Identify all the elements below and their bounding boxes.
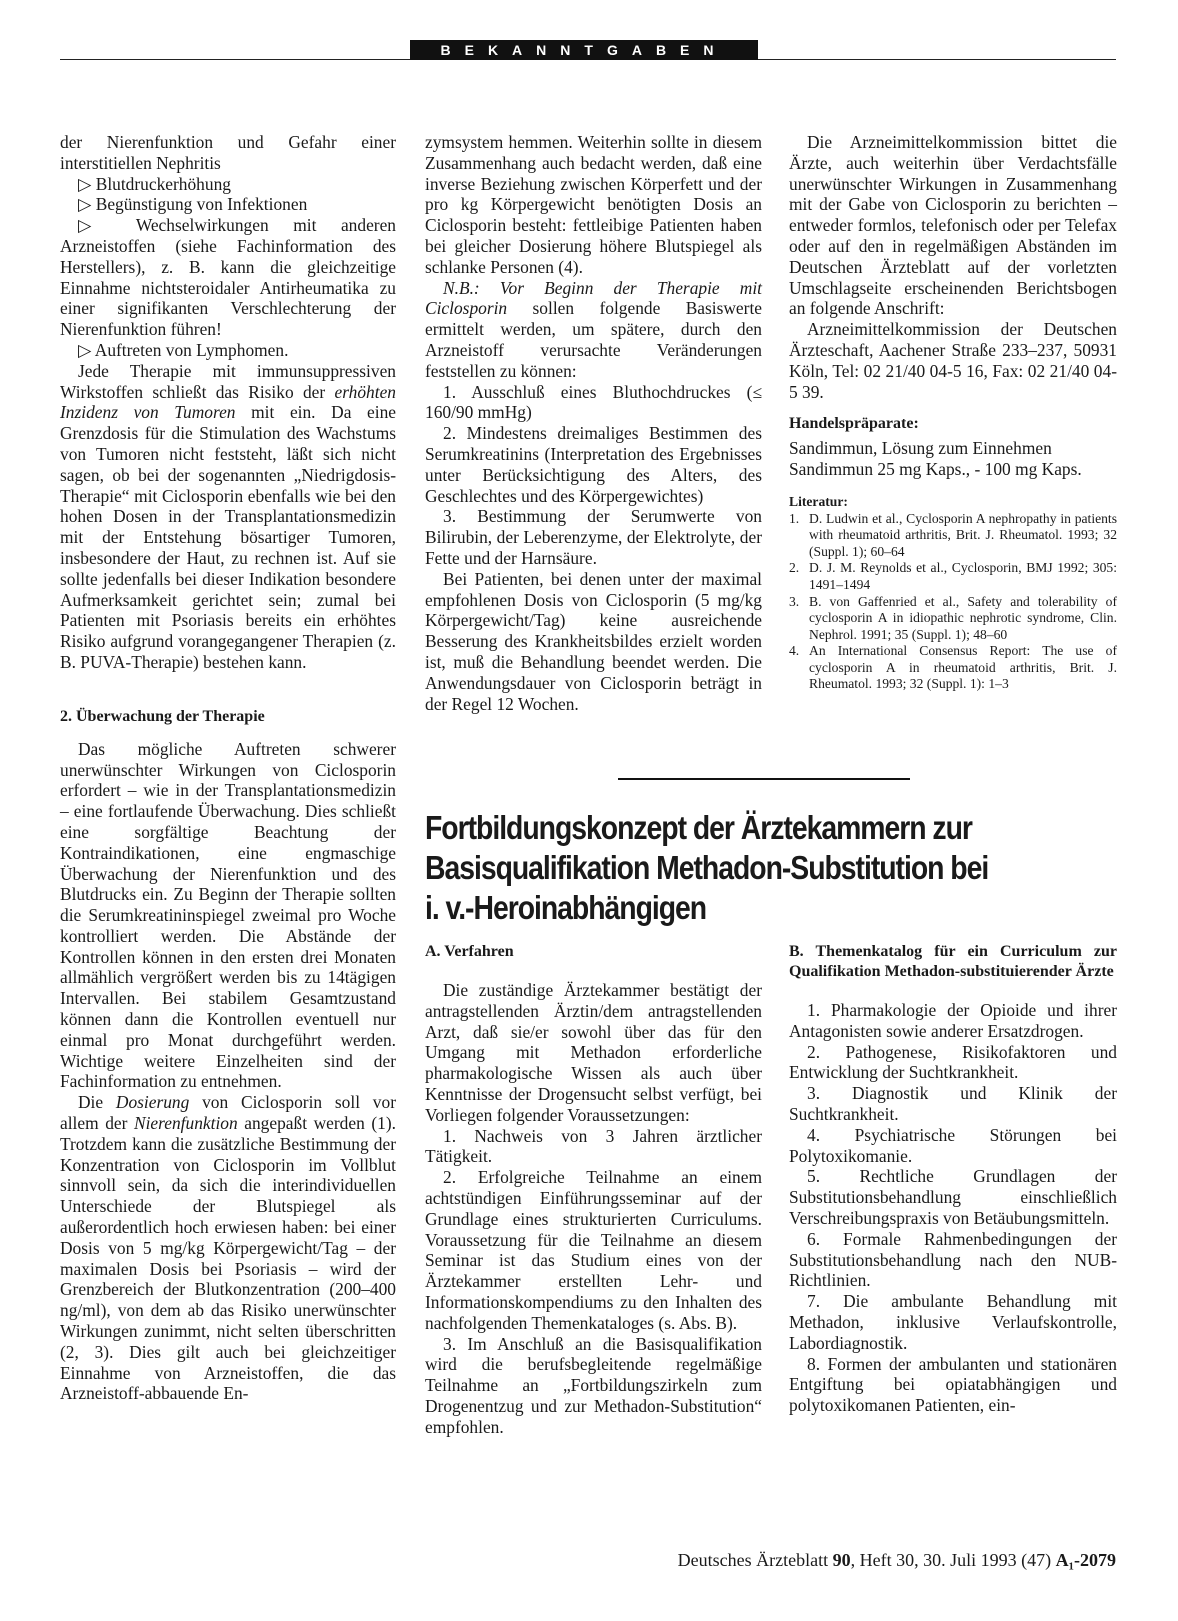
paragraph: Das mögliche Auftreten schwerer unerwünschter Wirkungen von Ciclosporin erfordert – wie in der Transplantationsmedizin – eine fortlaufende Überwachung. Dies schließt eine sorgfältige Beachtung der Kontraindikationen, eine engmaschige Überwachung der Nierenfunktion und des Blutdrucks ein. Zu Beginn der Therapie sollten die Serumkreatininspiegel zweimal pro Woche kontrolliert werden. Die Abstände der Kontrollen können in den ersten drei Monaten allmählich vergrößert werden bis zu 14tägigen Intervallen. Bei stabilem Gesamtzustand können dann die Kontrollen eventuell nur einmal pro Monat durchgeführt werden. Wichtige weitere Einzelheiten sind der Fachinformation zu entnehmen. [60, 738, 396, 1092]
list-item: 1. Ausschluß eines Bluthochdruckes (≤ 160/90 mmHg) [425, 381, 762, 423]
paragraph [60, 361, 396, 673]
reference-number: 4. [789, 643, 800, 659]
reference-number: 2. [789, 560, 800, 576]
list-item: 8. Formen der ambulanten und stationären Entgiftung bei opiatabhängigen und polytoxikomanen Patienten, ein- [789, 1353, 1117, 1416]
section-banner: BEKANNTGABEN [410, 40, 758, 60]
column-3 [789, 132, 1117, 693]
text-run: von Ciclosporin soll vor allem der [60, 1092, 396, 1134]
paragraph: Bei Patienten, bei denen unter der maximal empfohlenen Dosis von Ciclosporin (5 mg/kg Körpergewicht/Tag) keine ausreichende Besserung des Krankheitsbildes erzielt worden ist, muß die Behandlung beendet werden. Die Anwendungsdauer von Ciclosporin beträgt in der Regel 12 Wochen. [425, 568, 762, 714]
list-item: 3. Im Anschluß an die Basisqualifikation wird die berufsbegleitende regelmäßige Teilnahme an „Fortbildungszirkeln zum Drogenentzug und zur Methadon-Substitution“ empfohlen. [425, 1333, 762, 1437]
reference-number: 1. [789, 510, 800, 526]
list-item: 2. Mindestens dreimaliges Bestimmen des Serumkreatinins (Interpretation des Ergebnisses unter Berücksichtigung des Alters, des Geschlechtes und des Körpergewichtes) [425, 423, 762, 506]
text-run: Die [78, 1092, 116, 1113]
section-heading: 2. Überwachung der Therapie [60, 707, 265, 725]
page-number: A₁-2079 [1055, 1550, 1116, 1570]
list-item: ▷ Begünstigung von Infektionen [78, 194, 308, 215]
section-a [425, 942, 762, 1438]
references-title: Literatur: [789, 493, 848, 509]
paragraph: Die zuständige Ärztekammer bestätigt der antragstellenden Ärztin/dem antragstellenden Arzt, daß sie/er sowohl über das für den Umgang mit Methadon erforderliche pharmakologische Wissen als auch über Kenntnisse der Drogensucht selbst verfügt, bei Vorliegen folgender Voraussetzungen: [425, 980, 762, 1125]
volume-number: 90 [832, 1550, 851, 1570]
page-footer [678, 1550, 1116, 1571]
products-heading: Handelspräparate: [789, 415, 919, 433]
list-item: 7. Die ambulante Behandlung mit Methadon, inklusive Verlaufskontrolle, Labordiagnostik. [789, 1291, 1117, 1353]
list-item: 3. Diagnostik und Klinik der Suchtkrankheit. [789, 1083, 1117, 1124]
reference-text: D. J. M. Reynolds et al., Cyclosporin, BMJ 1992; 305: 1491–1494 [809, 560, 1117, 592]
text-run: mit ein. Da eine Grenzdosis für die Stimulation des Wachstums von Tumoren nicht feststeht, läßt sich nicht sagen, ob bei der sogenannten „Niedrigdosis-Therapie“ mit Ciclosporin ebenfalls wie bei den hohen Dosen in der Transplantationsmedizin mit der Entstehung bösartiger Tumoren, insbesondere der Haut, zu rechnen ist. Auf sie sollte jedenfalls bei dieser Indikation besondere Aufmerksamkeit gerichtet sein; zumal bei Patienten mit Psoriasis bereits ein erhöhtes Risiko aufgrund vorangegangener Therapien (z. B. PUVA-Therapie) bestehen kann. [60, 402, 397, 672]
paragraph [425, 278, 762, 382]
article-divider [618, 778, 910, 780]
product-line: Sandimmun 25 mg Kaps., - 100 mg Kaps. [789, 459, 1082, 480]
article-headline [425, 808, 1027, 928]
section-b [789, 942, 1117, 1416]
reference-item [789, 560, 1117, 593]
column-1 [60, 132, 396, 1404]
reference-number: 3. [789, 593, 800, 609]
paragraph: zymsystem hemmen. Weiterhin sollte in diesem Zusammenhang auch bedacht werden, daß eine inverse Beziehung zwischen Körperfett und der pro kg Körpergewicht benötigten Dosis an Ciclosporin besteht: fettleibige Patienten haben bei gleicher Dosierung höhere Blutspiegel als schlanke Personen (4). [425, 132, 762, 277]
journal-name: Deutsches Ärzteblatt [677, 1550, 833, 1570]
list-item: 1. Nachweis von 3 Jahren ärztlicher Tätigkeit. [425, 1125, 762, 1167]
paragraph: der Nierenfunktion und Gefahr einer interstitiellen Nephritis [60, 132, 396, 173]
emphasis: Dosierung [115, 1092, 190, 1113]
section-b-title: B. Themenkatalog für ein Curriculum zur Qualifikation Methadon-substituierender Ärzte [789, 943, 1117, 980]
emphasis: Nierenfunktion [134, 1113, 238, 1134]
references [789, 494, 1117, 693]
list-item: 4. Psychiatrische Störungen bei Polytoxikomanie. [789, 1124, 1117, 1166]
text-run: Jede Therapie mit immunsuppressiven Wirkstoffen schließt das Risiko der [60, 360, 396, 402]
product-line: Sandimmun, Lösung zum Einnehmen [789, 438, 1052, 459]
reference-text: An International Consensus Report: The use of cyclosporin A in rheumatoid arthritis, Brit. J. Rheumatol. 1993; 32 (Suppl. 1): 1–3 [809, 643, 1117, 692]
reference-list [789, 511, 1117, 694]
list-item: ▷ Blutdruckerhöhung [78, 173, 231, 194]
paragraph [60, 1092, 396, 1404]
text-run: angepaßt werden (1). Trotzdem kann die zusätzliche Bestimmung der Konzentration von Ciclosporin im Vollblut sinnvoll sein, da sich die interindividuellen Unterschiede der Blutspiegel als außerordentlich hoch erwiesen haben: bei einer Dosis von 5 mg/kg Körpergewicht/Tag – der maximalen Dosis bei Psoriasis – wird der Grenzbereich der Blutkonzentration (200–400 ng/ml), von dem ab das Risiko unerwünschter Wirkungen zunimmt, nicht selten überschritten (2, 3). Dies gilt auch bei gleichzeitiger Einnahme von Arzneistoffen, die das Arzneistoff-abbauende En- [60, 1113, 396, 1404]
emphasis: N.B.: Vor Beginn der Therapie mit Ciclosporin [425, 277, 762, 319]
section-a-title: A. Verfahren [425, 943, 514, 960]
column-2 [425, 132, 762, 714]
text-run: sollen folgende Basiswerte ermittelt werden, um spätere, durch den Arzneistoff verursachte Veränderungen feststellen zu können: [425, 298, 762, 381]
headline-line: i. v.-Heroinabhängigen [425, 889, 707, 926]
list-item: 2. Pathogenese, Risikofaktoren und Entwicklung der Suchtkrankheit. [789, 1041, 1117, 1083]
list-item: ▷ Wechselwirkungen mit anderen Arzneistoffen (siehe Fachinformation des Herstellers), z. B. kann die gleichzeitige Einnahme nichtsteroidaler Antirheumatika zu einer signifikanten Verschlechterung der Nierenfunktion führen! [60, 215, 396, 340]
emphasis: erhöhten Inzidenz von Tumoren [60, 381, 396, 423]
list-item: 6. Formale Rahmenbedingungen der Substitutionsbehandlung nach den NUB-Richtlinien. [789, 1228, 1117, 1291]
list-item: 3. Bestimmung der Serumwerte von Bilirubin, der Leberenzyme, der Elektrolyte, der Fette und der Harnsäure. [425, 506, 762, 568]
list-item: 2. Erfolgreiche Teilnahme an einem achtstündigen Einführungsseminar auf der Grundlage eines strukturierten Curriculums. Voraussetzung für die Teilnahme an diesem Seminar ist das Studium eines von der Ärztekammer erstellten Lehr- und Informationskompendiums zu den Inhalten des nachfolgenden Themenkataloges (s. Abs. B). [425, 1167, 762, 1333]
address-paragraph: Arzneimittelkommission der Deutschen Ärzteschaft, Aachener Straße 233–237, 50931 Köln, Tel: 02 21/40 04-5 16, Fax: 02 21/40 04-5 39. [789, 319, 1117, 402]
headline-line: Basisqualifikation Methadon-Substitution bei [425, 849, 989, 886]
list-item: 5. Rechtliche Grundlagen der Substitutionsbehandlung einschließlich Verschreibungspraxis von Betäubungsmitteln. [789, 1166, 1117, 1228]
reference-item [789, 594, 1117, 644]
list-item: ▷ Auftreten von Lymphomen. [78, 339, 289, 360]
reference-text: D. Ludwin et al., Cyclosporin A nephropathy in patients with rheumatoid arthritis, Brit. J. Rheumatol. 1993; 32 (Suppl. 1); 60–64 [809, 510, 1117, 559]
paragraph: Die Arzneimittelkommission bittet die Ärzte, auch weiterhin über Verdachtsfälle unerwünschter Wirkungen in Zusammenhang mit der Gabe von Ciclosporin zu berichten – entweder formlos, telefonisch oder per Telefax oder auf den in regelmäßigen Abständen im Deutschen Ärzteblatt auf der vorletzten Umschlagseite erscheinenden Berichtsbogen an folgende Anschrift: [789, 132, 1117, 319]
reference-text: B. von Gaffenried et al., Safety and tolerability of cyclosporin A in idiopathic nephrotic syndrome, Clin. Nephrol. 1991; 35 (Suppl. 1); 48–60 [809, 593, 1117, 642]
reference-item [789, 643, 1117, 693]
issue-info: , Heft 30, 30. Juli 1993 (47) [850, 1550, 1056, 1570]
list-item: 1. Pharmakologie der Opioide und ihrer Antagonisten sowie anderer Ersatzdrogen. [789, 1000, 1117, 1041]
headline-line: Fortbildungskonzept der Ärztekammern zur [425, 809, 972, 846]
reference-item [789, 511, 1117, 561]
